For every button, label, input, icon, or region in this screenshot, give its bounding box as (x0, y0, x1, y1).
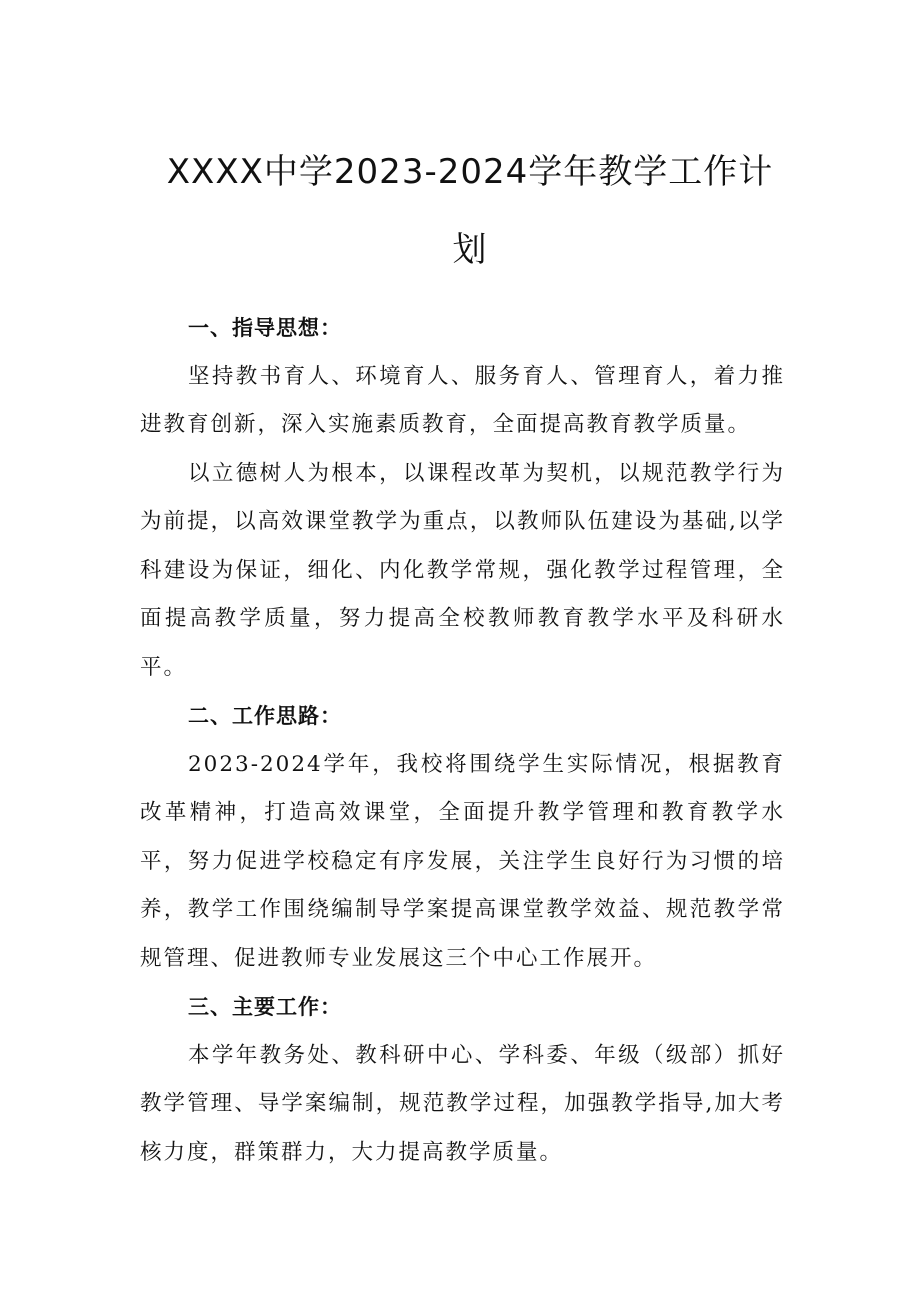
document-body (140, 304, 785, 1177)
section-main-work (140, 983, 785, 1177)
section-heading: 一、指导思想： (188, 316, 342, 340)
paragraph: 本学年教务处、教科研中心、学科委、年级（级部）抓好教学管理、导学案编制，规范教学过程，加强教学指导,加大考核力度，群策群力，大力提高教学质量。 (140, 1042, 785, 1165)
paragraph: 2023-2024学年，我校将围绕学生实际情况，根据教育改革精神，打造高效课堂，全面提升教学管理和教育教学水平，努力促进学校稳定有序发展，关注学生良好行为习惯的培养，教学工作围绕编制导学案提高课堂教学效益、规范教学常规管理、促进教师专业发展这三个中心工作展开。 (140, 751, 785, 971)
paragraph: 坚持教书育人、环境育人、服务育人、管理育人，着力推进教育创新，深入实施素质教育，全面提高教育教学质量。 (140, 363, 785, 437)
section-heading: 三、主要工作： (188, 995, 342, 1019)
section-guiding-ideology (140, 304, 785, 692)
section-work-approach (140, 692, 785, 983)
paragraph: 以立德树人为根本，以课程改革为契机，以规范教学行为为前提，以高效课堂教学为重点，以教师队伍建设为基础,以学科建设为保证，细化、内化教学常规，强化教学过程管理，全面提高教学质量，努力提高全校教师教育教学水平及科研水平。 (140, 460, 785, 680)
document-title: XXXX中学2023-2024学年教学工作计划 (166, 151, 774, 270)
section-heading: 二、工作思路： (188, 704, 342, 728)
